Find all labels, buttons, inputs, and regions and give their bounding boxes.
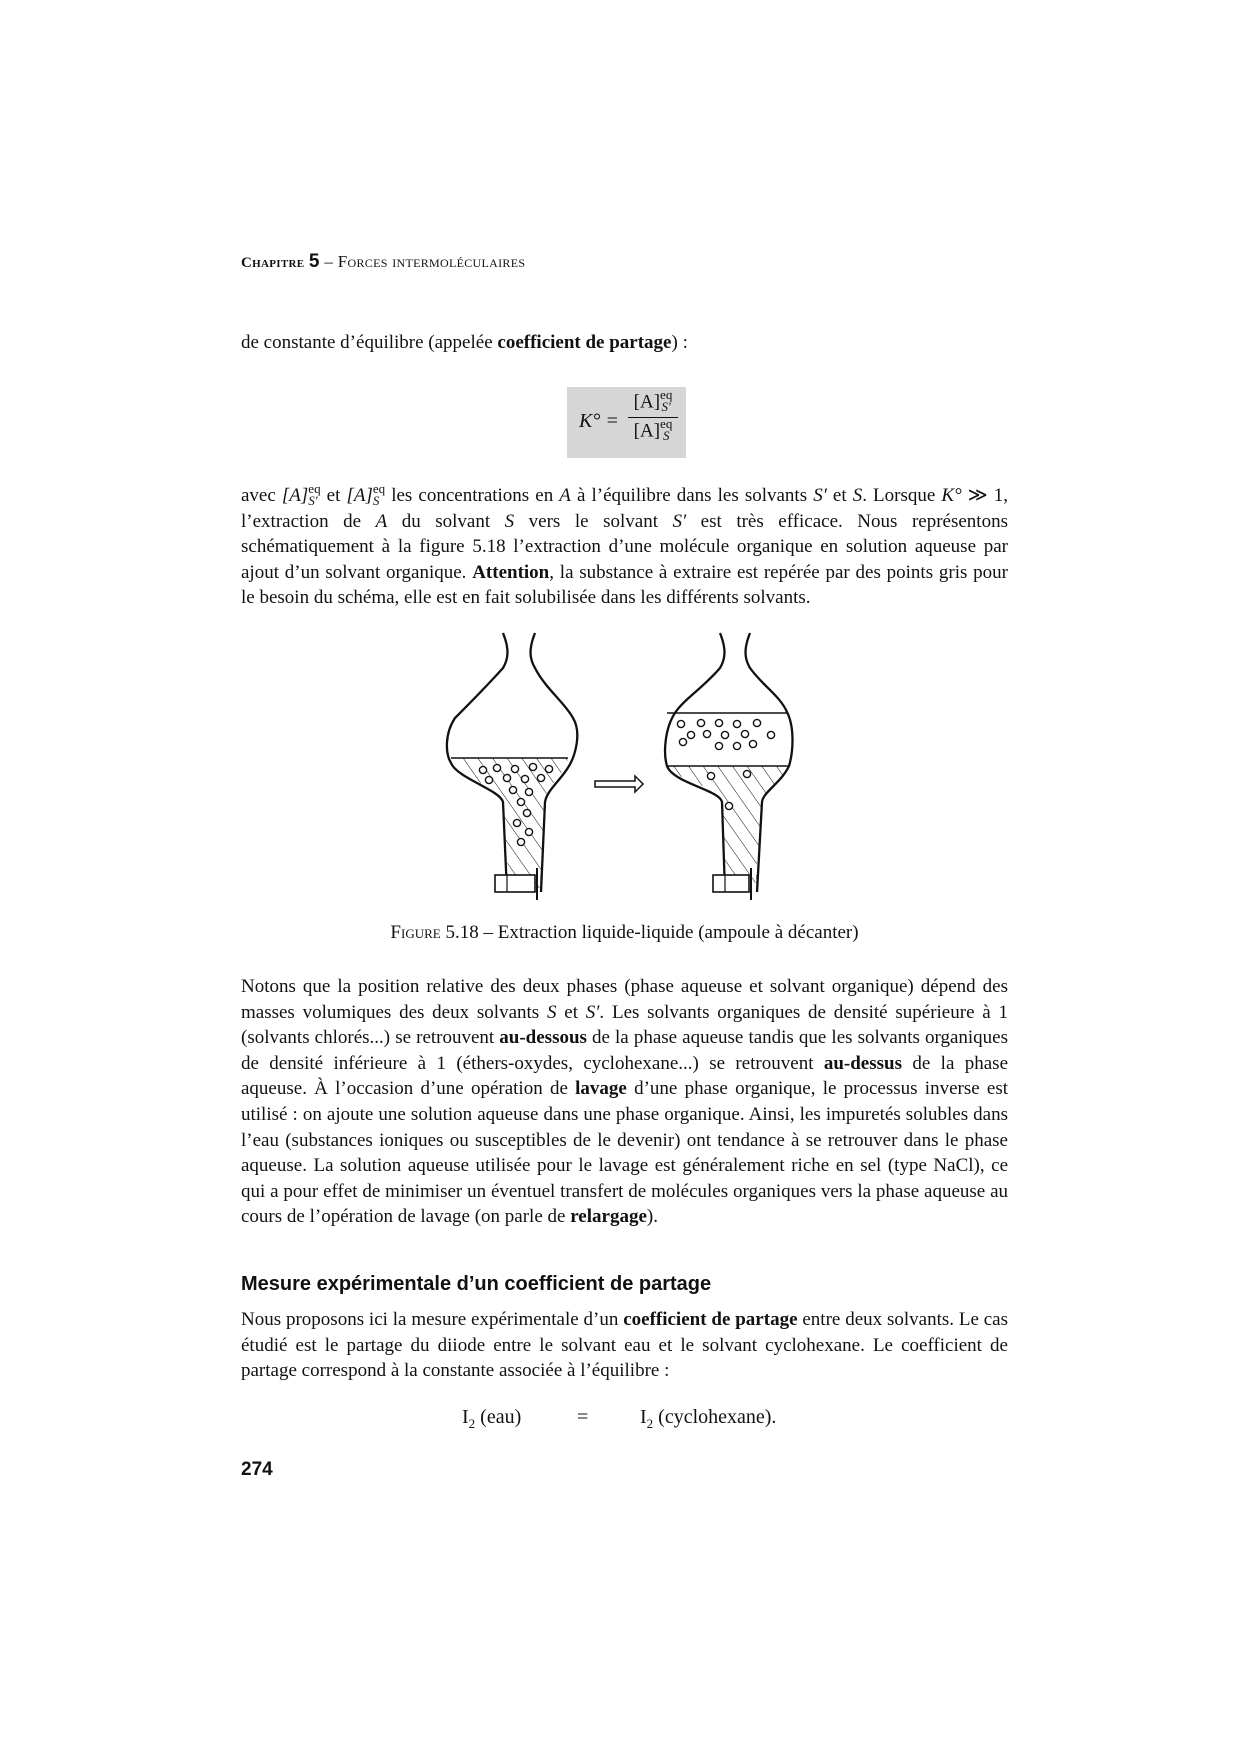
separatory-funnel-figure xyxy=(445,628,815,908)
running-header xyxy=(241,251,525,273)
intro-bold-term: coefficient de partage xyxy=(497,332,672,353)
equation-right: $I_2$ (cyclohexane). xyxy=(640,1406,777,1431)
intro-text-after: ) : xyxy=(671,332,688,353)
funnel-before xyxy=(445,633,585,903)
intro-line xyxy=(241,330,1008,356)
formula-denominator: [A] eq S xyxy=(633,416,673,443)
figure-caption xyxy=(241,922,1008,944)
chapter-title: Forces intermoléculaires xyxy=(337,252,526,271)
caption-text: – Extraction liquide-liquide (ampoule à décanter) xyxy=(483,922,859,943)
equation-sign: = xyxy=(577,1406,589,1428)
chapter-number: 5 xyxy=(308,251,320,272)
formula-fraction xyxy=(628,387,678,444)
process-arrow xyxy=(595,776,643,792)
equation-left: $I_2$ (eau) xyxy=(462,1406,522,1431)
paragraph-3: Nous proposons ici la mesure expérimentale d’un coefficient de partage entre deux solvants. Le cas étudié est le partage du diiode entre le solvant eau et le solvant cyclohexane. Le coefficient de partage correspond à la constante associée à l’équilibre : xyxy=(241,1309,1009,1382)
chapter-word: Chapitre xyxy=(241,255,305,271)
caption-number: 5.18 xyxy=(445,922,479,943)
caption-label: Figure xyxy=(390,922,441,943)
page-number: 274 xyxy=(241,1459,273,1480)
attention-bold: Attention xyxy=(472,561,550,583)
intro-text-before: de constante d’équilibre (appelée xyxy=(241,332,498,353)
formula-numerator: [A] eq S′ xyxy=(633,387,673,414)
header-separator: – xyxy=(324,252,334,271)
paragraph-1: avec [A] eq S′ et [A] eq S les concentrations en A à l’équilibre dans les solvants S′ et S. Lorsque K° ≫ 1, l’extraction de A du solvant S vers le solvant S′ est très efficace. Nous représentons schématiquement à la figure 5.18 l’extraction d’une molécule organique en solution aqueuse par ajout d’un solvant organique. Attention, la substance à extraire est repérée par des points gris pour le besoin du schéma, elle est en fait solubilisée dans les différents solvants. xyxy=(241,480,1008,609)
formula-lhs: K° = xyxy=(579,410,619,432)
paragraph-2: Notons que la position relative des deux phases (phase aqueuse et solvant organique) dépend des masses volumiques des deux solvants S et S′. Les solvants organiques de densité supérieure à 1 (solvants chlorés...) se retrouvent au-dessous de la phase aqueuse tandis que les solvants organiques de densité inférieure à 1 (éthers-oxydes, cyclohexane...) se retrouvent au-dessus de la phase aqueuse. À l’occasion d’une opération de lavage d’une phase organique, le processus inverse est utilisé : on ajoute une solution aqueuse dans une phase organique. Ainsi, les impuretés solubles dans l’eau (substances ioniques ou susceptibles de le devenir) ont tendance à se retrouver dans le phase aqueuse. La solution aqueuse utilisée pour le lavage est généralement riche en sel (type NaCl), ce qui a pour effet de minimiser un éventuel transfert de molécules organiques vers la phase aqueuse au cours de l’opération de lavage (on parle de relargage). xyxy=(241,976,1009,1228)
section-heading: Mesure expérimentale d’un coefficient de partage xyxy=(241,1273,712,1295)
funnel-after xyxy=(660,633,800,902)
partition-coefficient-formula xyxy=(567,387,686,458)
